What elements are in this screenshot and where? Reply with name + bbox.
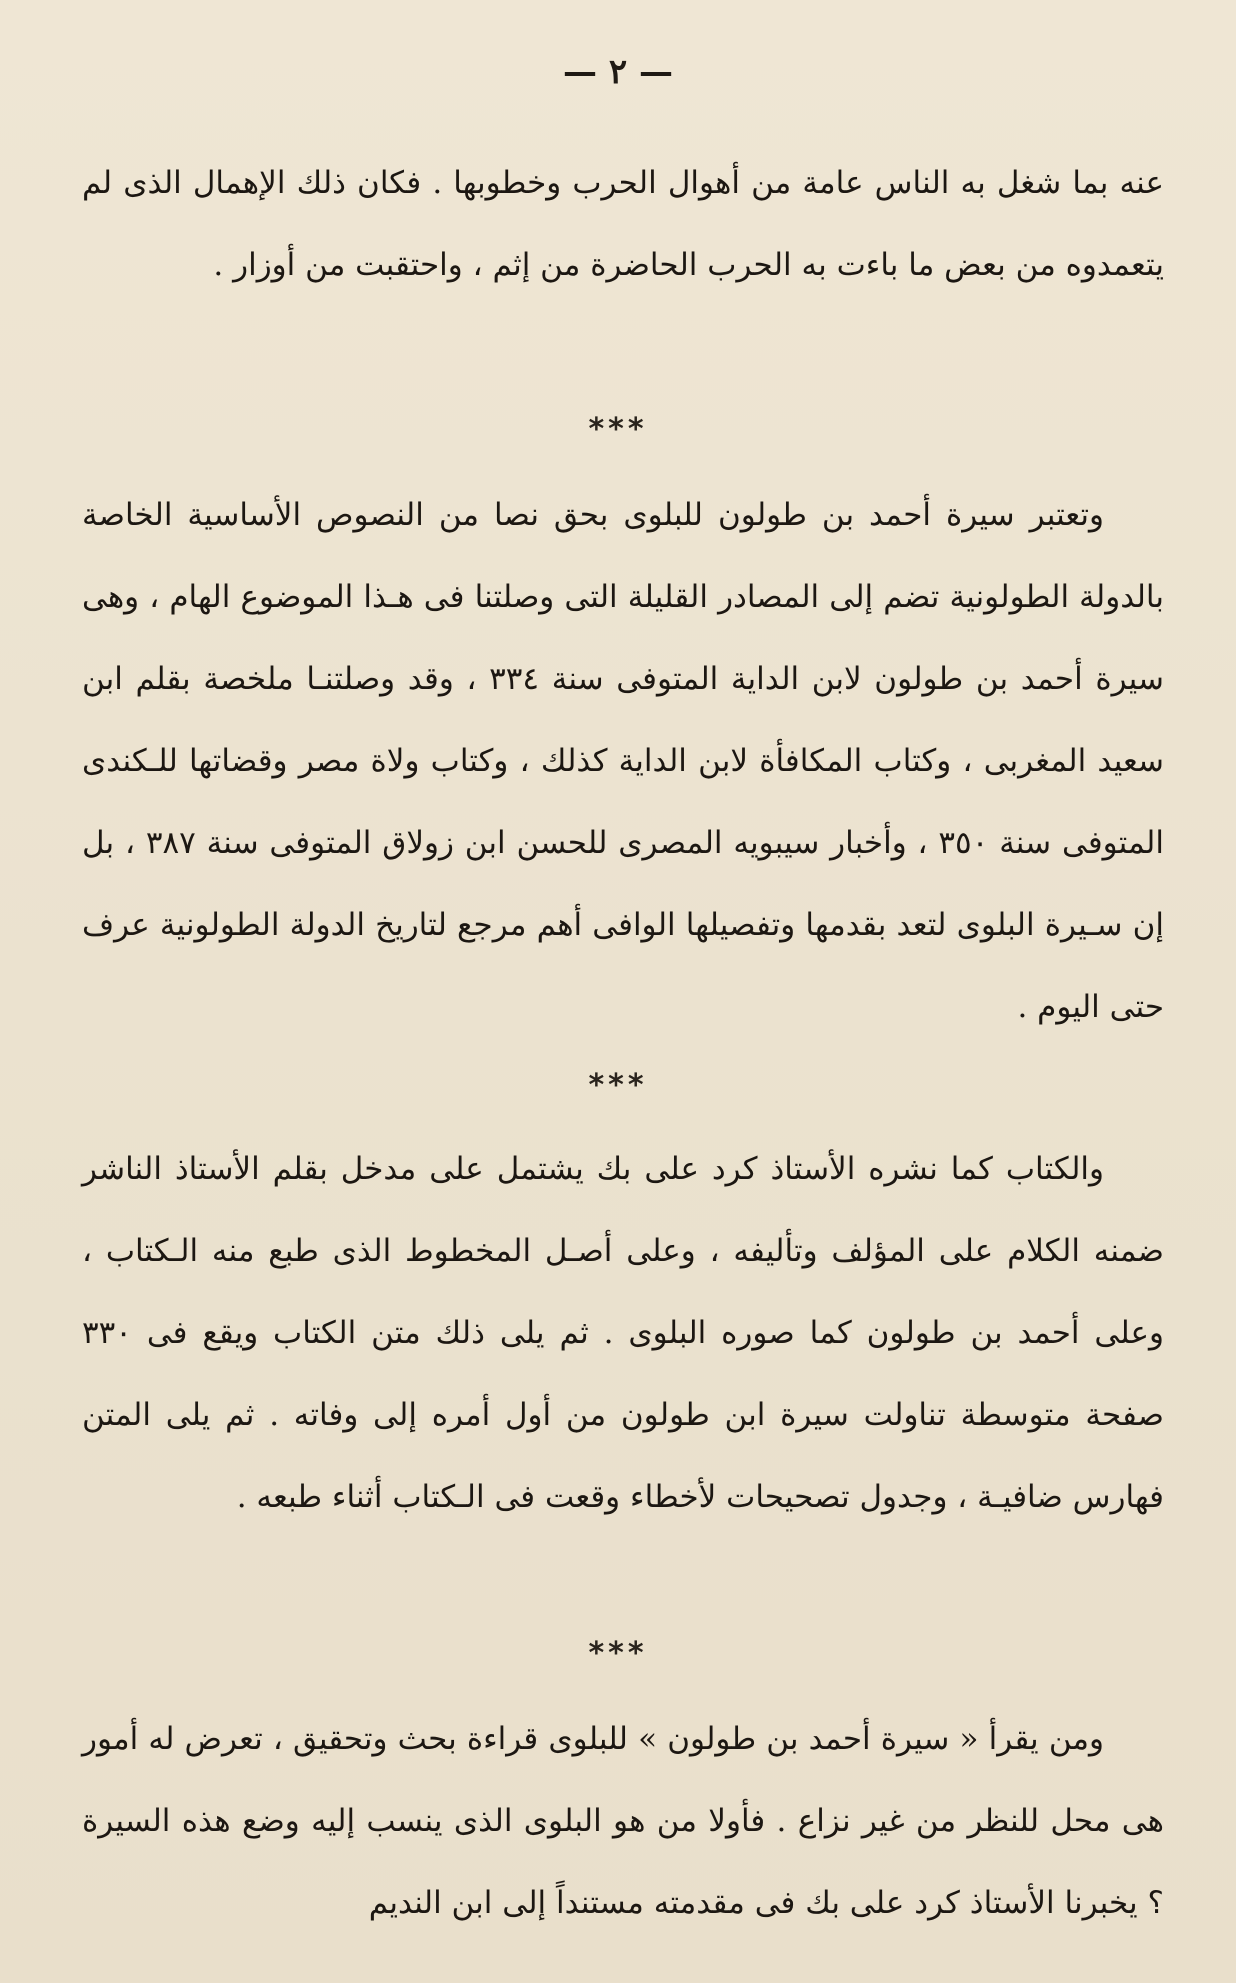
paragraph-book-contents: والكتاب كما نشره الأستاذ كرد على بك يشتمل على مدخل بقلم الأستاذ الناشر ضمنه الكلام على المؤلف وتأليفه ، وعلى أصـل المخطوط الذى طبع منه الـكتاب ، وعلى أحمد بن طولون كما صوره البلوى . ثم يلى ذلك متن الكتاب ويقع فى ٣٣٠ صفحة متوسطة تناولت سيرة ابن طولون من أول أمره إلى وفاته . ثم يلى المتن فهارس ضافيـة ، وجدول تصحيحات لأخطاء وقعت فى الـكتاب أثناء طبعه .: [82, 1151, 1164, 1515]
section-separator: ***: [588, 412, 648, 447]
paragraph-sira-importance: وتعتبر سيرة أحمد بن طولون للبلوى بحق نصا من النصوص الأساسية الخاصة بالدولة الطولونية تضم إلى المصادر القليلة التى وصلتنا فى هـذا الموضوع الهام ، وهى سيرة أحمد بن طولون لابن الداية المتوفى سنة ٣٣٤ ، وقد وصلتنـا ملخصة بقلم ابن سعيد المغربى ، وكتاب المكافأة لابن الداية كذلك ، وكتاب ولاة مصر وقضاتها للـكندى المتوفى سنة ٣٥٠ ، وأخبار سيبويه المصرى للحسن ابن زولاق المتوفى سنة ٣٨٧ ، بل إن سـيرة البلوى لتعد بقدمها وتفصيلها الوافى أهم مرجع لتاريخ الدولة الطولونية عرف حتى اليوم .: [82, 497, 1164, 1025]
section-separator: ***: [588, 1068, 648, 1103]
paragraph-questions: ومن يقرأ « سيرة أحمد بن طولون » للبلوى قراءة بحث وتحقيق ، تعرض له أمور هى محل للنظر من غير نزاع . فأولا من هو البلوى الذى ينسب إليه وضع هذه السيرة ؟ يخبرنا الأستاذ كرد على بك فى مقدمته مستنداً إلى ابن النديم: [82, 1721, 1164, 1921]
paragraph-continuation: عنه بما شغل به الناس عامة من أهوال الحرب وخطوبها . فكان ذلك الإهمال الذى لم يتعمدوه من بعض ما باءت به الحرب الحاضرة من إثم ، واحتقبت من أوزار .: [82, 165, 1164, 283]
page-number: — ٢ —: [563, 52, 673, 92]
section-separator: ***: [588, 1636, 648, 1671]
